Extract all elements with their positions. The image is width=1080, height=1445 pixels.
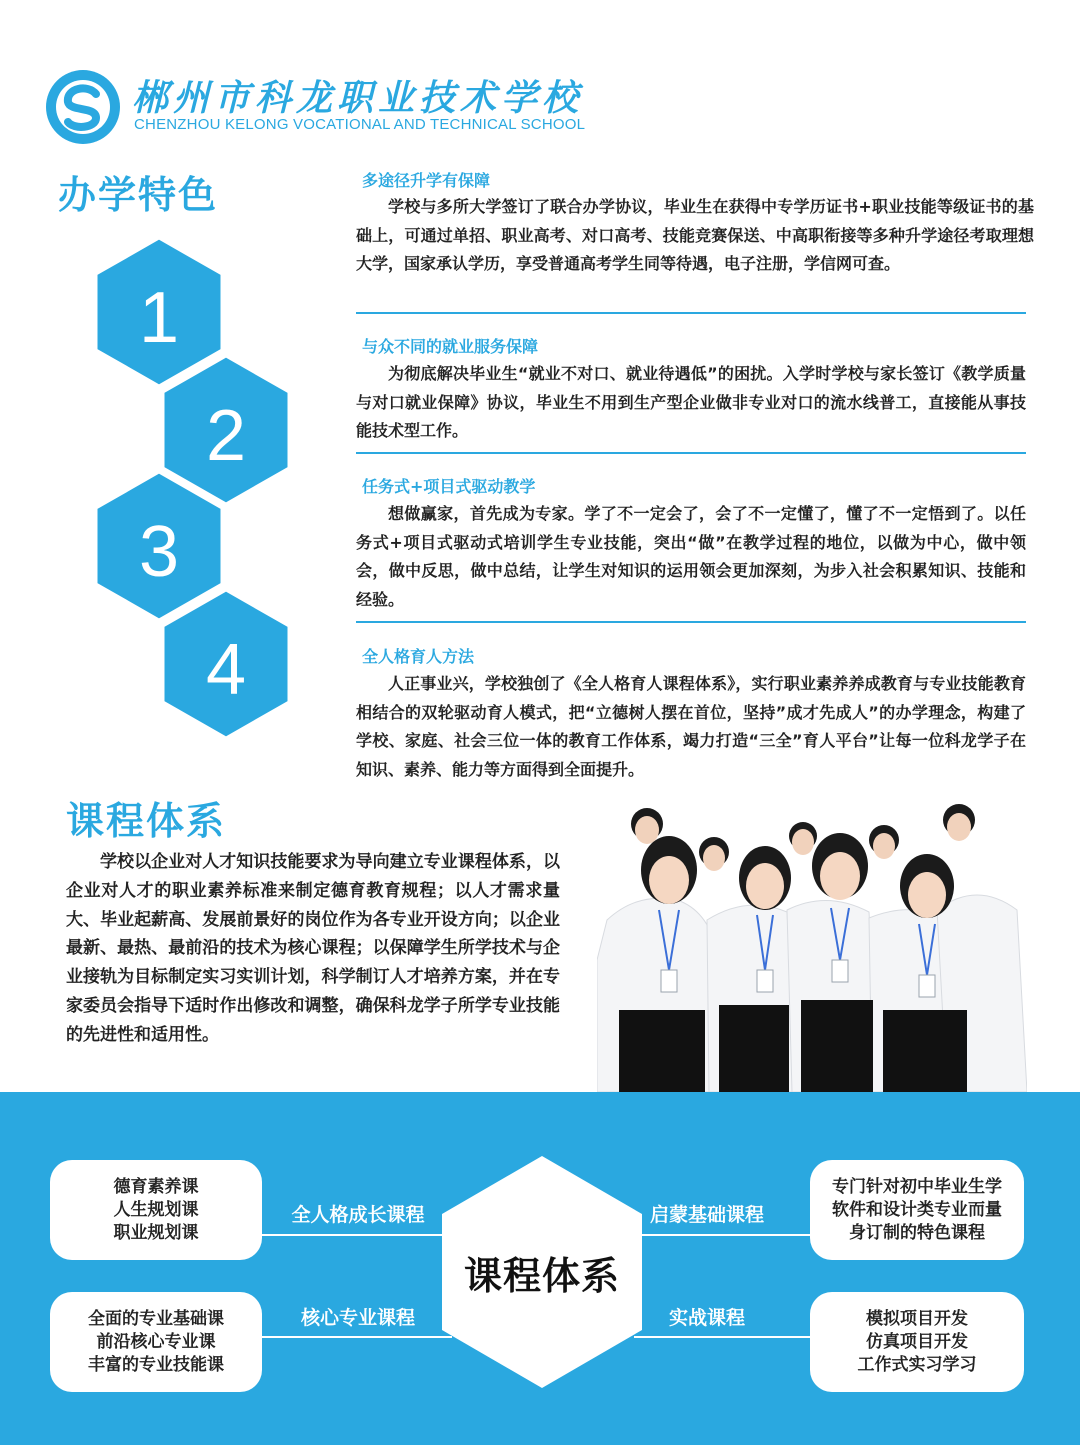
card-4-line-2: 仿真项目开发 [866,1331,968,1352]
card-1-line-2: 人生规划课 [113,1199,199,1220]
branch-label-1: 全人格成长课程 [291,1204,425,1226]
student-group-photo [597,800,1027,1092]
card-3-line-2: 前沿核心专业课 [96,1331,216,1352]
feature-body-1: 学校与多所大学签订了联合办学协议，毕业生在获得中专学历证书+职业技能等级证书的基础上，可通过单招、职业高考、对口高考、技能竞赛保送、中高职衔接等多种升学途径考取理想大学，国家承认学历，享受普通高考学生同等待遇，电子注册，学信网可查。 [356,197,1034,273]
features-section-title: 办学特色 [58,173,219,217]
curriculum-body: 学校以企业对人才知识技能要求为导向建立专业课程体系，以企业对人才的职业素养标准来制定德育教育规程；以人才需求量大、毕业起薪高、发展前景好的岗位作为各专业开设方向；以企业最新、最热、最前沿的技术为核心课程；以保障学生所学技术与企业接轨为目标制定实习实训计划，科学制订人才培养方案，并在专家委员会指导下适时作出修改和调整，确保科龙学子所学专业技能的先进性和适用性。 [66,852,560,1045]
numbered-hexagons [90,238,300,748]
feature-divider-3 [356,621,1026,623]
branch-card-2 [810,1160,1024,1260]
branch-label-3: 核心专业课程 [300,1307,415,1329]
card-2-line-3: 身订制的特色课程 [849,1222,985,1243]
card-4-line-3: 工作式实习学习 [857,1354,977,1375]
card-4-line-1: 模拟项目开发 [866,1308,968,1329]
hexagon-number-4: 4 [205,630,247,710]
card-1-line-3: 职业规划课 [113,1222,199,1243]
feature-divider-2 [356,452,1026,454]
hexagon-number-2: 2 [205,396,247,476]
connector-line-2 [634,1234,812,1236]
hexagon-3 [96,472,222,620]
feature-body-4: 人正事业兴，学校独创了《全人格育人课程体系》，实行职业素养养成教育与专业技能教育相结合的双轮驱动育人模式，把“立德树人摆在首位，坚持”成才先成人”的办学理念，构建了学校、家庭、社会三位一体的教育工作体系，竭力打造“三全”育人平台”让每一位科龙学子在知识、素养、能力等方面得到全面提升。 [356,674,1026,779]
hexagon-number-3: 3 [138,512,180,592]
hexagon-4 [163,590,289,738]
school-name-en: CHENZHOU KELONG VOCATIONAL AND TECHNICAL SCHOOL [134,116,586,133]
feature-title-4: 全人格育人方法 [362,647,475,666]
school-name-cn: 郴州市科龙职业技术学校 [132,77,584,119]
branch-card-3 [50,1292,262,1392]
card-3-line-1: 全面的专业基础课 [88,1308,224,1329]
card-2-line-1: 专门针对初中毕业生学 [832,1176,1002,1197]
feature-divider-1 [356,312,1026,314]
connector-line-3 [262,1336,452,1338]
curriculum-section-title: 课程体系 [66,799,227,843]
school-emblem-icon [44,68,122,146]
card-3-line-3: 丰富的专业技能课 [88,1354,224,1375]
connector-line-1 [262,1234,452,1236]
feature-body-3: 想做赢家，首先成为专家。学了不一定会了，会了不一定懂了，懂了不一定悟到了。以任务式+项目式驱动式培训学生专业技能，突出“做”在教学过程的地位，以做为中心，做中领会，做中反思，做中总结，让学生对知识的运用领会更加深刻，为步入社会积累知识、技能和经验。 [356,504,1026,609]
branch-card-4 [810,1292,1024,1392]
hexagon-number-1: 1 [138,278,180,358]
feature-title-2: 与众不同的就业服务保障 [362,337,539,356]
feature-title-1: 多途径升学有保障 [362,171,491,190]
center-label: 课程体系 [463,1254,620,1298]
feature-title-3: 任务式+项目式驱动教学 [362,477,536,496]
branch-card-1 [50,1160,262,1260]
hexagon-2 [163,356,289,504]
connector-line-4 [634,1336,812,1338]
feature-body-2: 为彻底解决毕业生“就业不对口、就业待遇低”的困扰。入学时学校与家长签订《教学质量与对口就业保障》协议，毕业生不用到生产型企业做非专业对口的流水线普工，直接能从事技能技术型工作。 [356,364,1026,440]
hexagon-1 [96,238,222,386]
card-1-line-1: 德育素养课 [113,1176,199,1197]
card-2-line-2: 软件和设计类专业而量 [832,1199,1002,1220]
branch-label-4: 实战课程 [668,1307,745,1329]
branch-label-2: 启蒙基础课程 [649,1204,764,1226]
